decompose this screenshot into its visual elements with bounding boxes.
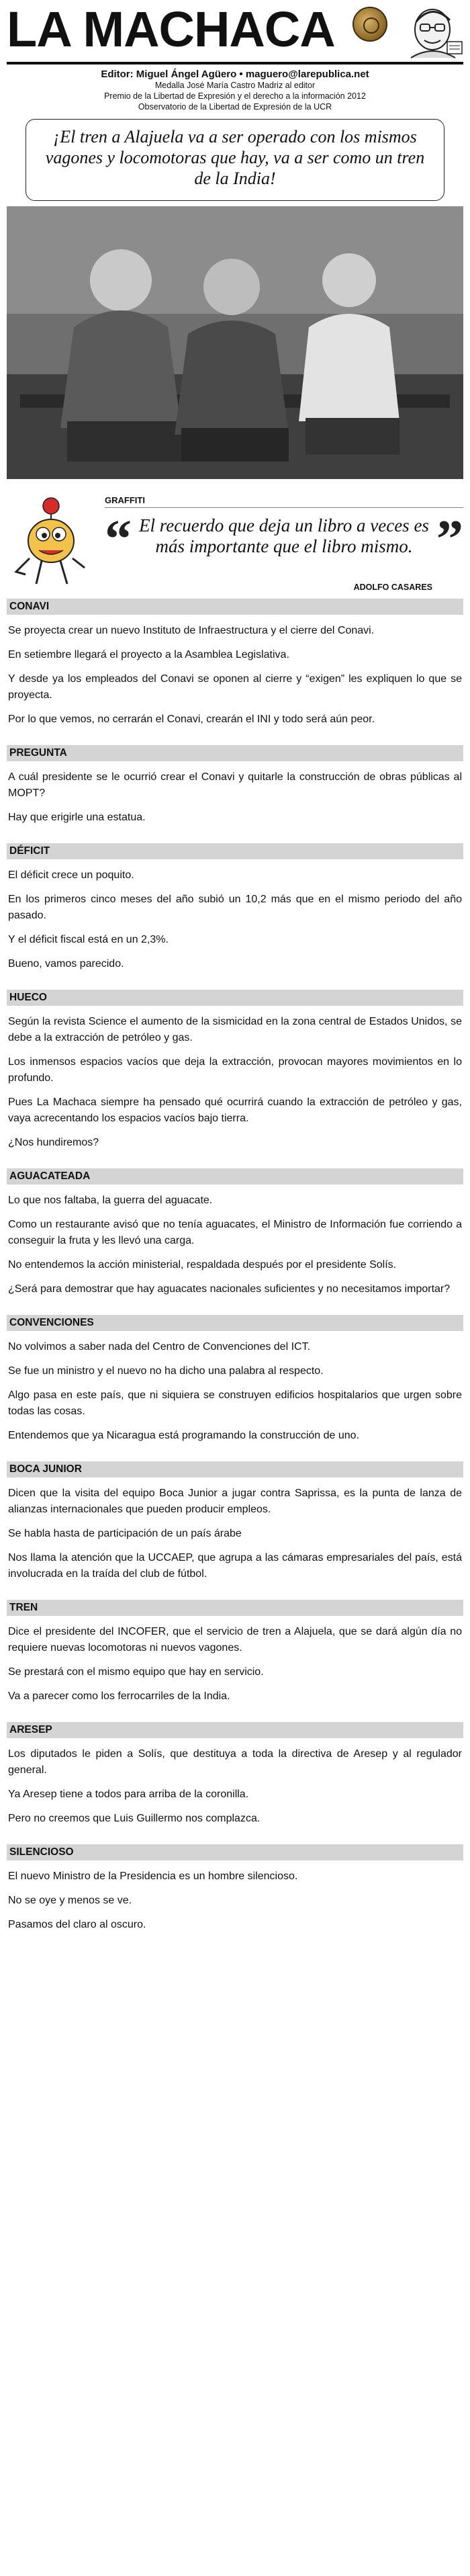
masthead: [0, 0, 470, 63]
paragraph: Va a parecer como los ferrocarriles de la India.: [8, 1690, 230, 1702]
paragraph: Lo que nos faltaba, la guerra del aguacate.: [8, 1195, 213, 1206]
paragraph: Se fue un ministro y el nuevo no ha dicho una palabra al respecto.: [8, 1365, 324, 1377]
paragraph: Los inmensos espacios vacíos que deja la extracción, provocan mayores movimientos en lo profundo.: [8, 1056, 462, 1084]
credit-line-1: Medalla José María Castro Madriz al editor: [154, 81, 316, 90]
section-pregunta: [0, 745, 470, 826]
paragraph: Hay que erigirle una estatua.: [8, 812, 146, 823]
paragraph: No entendemos la acción ministerial, respaldada después por el presidente Solís.: [8, 1259, 397, 1271]
paragraph: El déficit crece un poquito.: [8, 869, 134, 881]
mascot-icon: [9, 494, 90, 588]
section-convenciones: [0, 1315, 470, 1444]
paragraph: Pasamos del claro al oscuro.: [8, 1919, 146, 1930]
paragraph: Algo pasa en este país, que ni siquiera se construyen edificios hospitalarios que urgen sobre todas las cosas.: [8, 1389, 462, 1417]
section-silencioso: [0, 1844, 470, 1933]
masthead-title: LA MACHACA: [7, 1, 335, 57]
paragraph: Se prestará con el mismo equipo que hay en servicio.: [8, 1666, 264, 1678]
paragraph: Y desde ya los empleados del Conavi se oponen al cierre y “exigen” les expliquen lo que se proyecta.: [8, 673, 462, 701]
section-tren: [0, 1600, 470, 1705]
section-title: CONVENCIONES: [7, 1315, 463, 1331]
section-hueco: [0, 990, 470, 1151]
graffiti-label: GRAFFITI: [105, 495, 145, 505]
paragraph: Se proyecta crear un nuevo Instituto de Infraestructura y el cierre del Conavi.: [8, 625, 375, 636]
paragraph: A cuál presidente se le ocurrió crear el Conavi y quitarle la construcción de obras públicas al MOPT?: [8, 771, 462, 799]
paragraph: Pues La Machaca siempre ha pensado qué ocurrirá cuando la extracción de petróleo y gas, vaya acrecentando los espacios vacíos bajo tierra.: [8, 1097, 462, 1124]
section-title: HUECO: [7, 990, 463, 1006]
section-title: PREGUNTA: [7, 745, 463, 761]
close-quote-icon: ”: [436, 510, 463, 569]
graffiti: [0, 492, 470, 599]
credits: [0, 63, 470, 112]
open-quote-icon: “: [105, 510, 132, 569]
paragraph: ¿Será para demostrar que hay aguacates nacionales suficientes y no necesitamos importar?: [8, 1283, 451, 1295]
graffiti-author: ADOLFO CASARES: [353, 583, 432, 592]
paragraph: Como un restaurante avisó que no tenía aguacates, el Ministro de Información fue corriendo a conseguir la fruta y les llevó una carga.: [8, 1219, 462, 1246]
section-title: DÉFICIT: [7, 843, 463, 859]
section-title: ARESEP: [7, 1722, 463, 1738]
paragraph: Se habla hasta de participación de un país árabe: [8, 1528, 242, 1539]
section-boca-junior: [0, 1461, 470, 1582]
paragraph: ¿Nos hundiremos?: [8, 1137, 99, 1148]
paragraph: Y el déficit fiscal está en un 2,3%.: [8, 934, 169, 945]
photo-illustration: [7, 206, 463, 479]
caricature-icon: [397, 4, 465, 59]
graffiti-rule: [105, 507, 463, 508]
credit-line-2: Premio de la Libertad de Expresión y el derecho a la información 2012: [104, 91, 366, 101]
paragraph: No volvimos a saber nada del Centro de Convenciones del ICT.: [8, 1341, 311, 1353]
paragraph: Bueno, vamos parecido.: [8, 958, 124, 970]
section-title: AGUACATEADA: [7, 1168, 463, 1185]
paragraph: Dicen que la visita del equipo Boca Junior a jugar contra Saprissa, es la punta de lanza de alianzas internacionales que pueden producir empleos.: [8, 1488, 462, 1515]
medal-icon: [352, 7, 387, 42]
section-aresep: [0, 1722, 470, 1827]
paragraph: En setiembre llegará el proyecto a la Asamblea Legislativa.: [8, 649, 289, 660]
section-title: SILENCIOSO: [7, 1844, 463, 1860]
section-aguacateada: [0, 1168, 470, 1297]
paragraph: El nuevo Ministro de la Presidencia es un hombre silencioso.: [8, 1871, 298, 1882]
graffiti-quote: El recuerdo que deja un libro a veces es más importante que el libro mismo.: [139, 515, 429, 556]
section-conavi: [0, 599, 470, 728]
paragraph: Pero no creemos que Luis Guillermo nos complazca.: [8, 1813, 261, 1824]
credit-line-3: Observatorio de la Libertad de Expresión de la UCR: [138, 102, 332, 112]
section-title: CONAVI: [7, 599, 463, 615]
section-déficit: [0, 843, 470, 972]
paragraph: Ya Aresep tiene a todos para arriba de la coronilla.: [8, 1789, 249, 1800]
headline-quote: ¡El tren a Alajuela va a ser operado con los mismos vagones y locomotoras que hay, va a ser como un tren de la India!: [26, 119, 444, 201]
paragraph: Por lo que vemos, no cerrarán el Conavi, crearán el INI y todo será aún peor.: [8, 714, 375, 725]
paragraph: No se oye y menos se ve.: [8, 1895, 132, 1906]
paragraph: Los diputados le piden a Solís, que destituya a toda la directiva de Aresep y al regulador general.: [8, 1748, 462, 1776]
section-title: TREN: [7, 1600, 463, 1616]
paragraph: Según la revista Science el aumento de la sismicidad en la zona central de Estados Unidos, se debe a la extracción de petróleo y gas.: [8, 1016, 462, 1043]
graffiti-quote-box: [105, 510, 463, 577]
section-title: BOCA JUNIOR: [7, 1461, 463, 1477]
article-columns: [0, 599, 470, 1933]
paragraph: Entendemos que ya Nicaragua está programando la construcción de uno.: [8, 1430, 359, 1441]
editor-line: Editor: Miguel Ángel Agüero • maguero@larepublica.net: [101, 69, 369, 80]
paragraph: Dice el presidente del INCOFER, que el servicio de tren a Alajuela, que se dará algún día no requiere nuevas locomotoras ni nuevos vagones.: [8, 1626, 462, 1654]
paragraph: En los primeros cinco meses del año subió un 10,2 más que en el mismo periodo del año pasado.: [8, 894, 462, 921]
masthead-rule: [7, 62, 463, 65]
paragraph: Nos llama la atención que la UCCAEP, que agrupa a las cámaras empresariales del país, está involucrada en la traída del club de fútbol.: [8, 1552, 462, 1580]
photo: [7, 206, 463, 479]
